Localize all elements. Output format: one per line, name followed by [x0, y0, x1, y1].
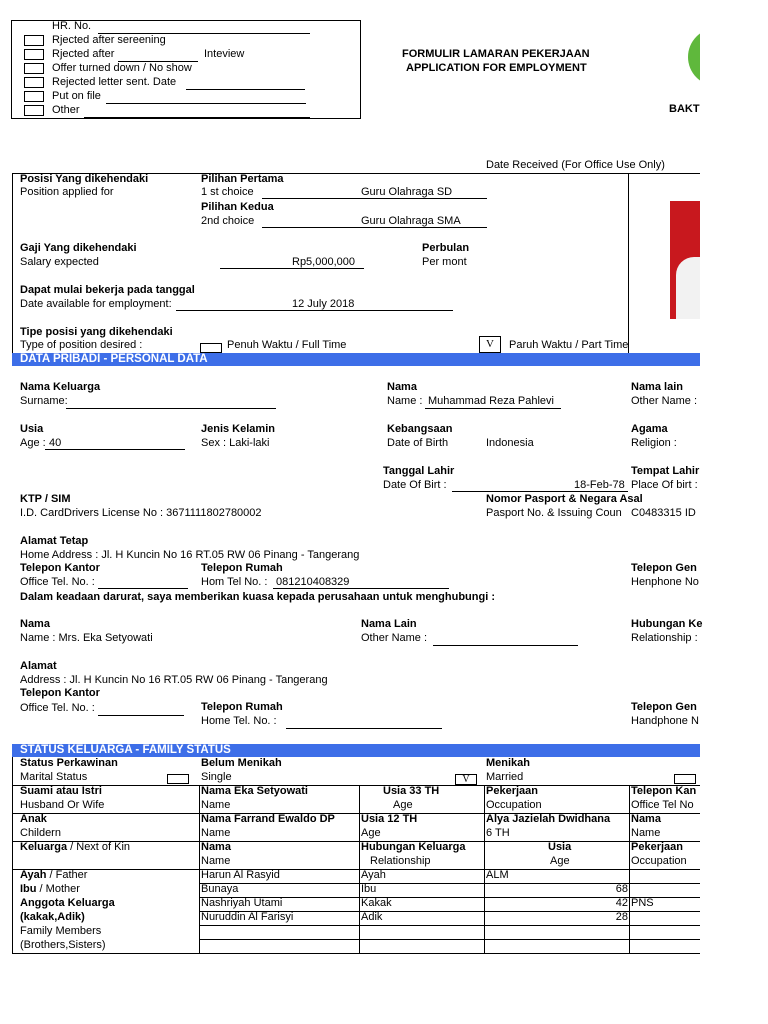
checkbox-offer-turned-down[interactable]	[24, 63, 44, 74]
spouse-job-label-id: Pekerjaan	[486, 785, 538, 797]
other-name-label-en: Other Name :	[631, 395, 698, 407]
position-box-left	[12, 173, 13, 353]
checkbox-full-time[interactable]	[200, 343, 222, 353]
per-month-label-id: Perbulan	[422, 242, 470, 254]
form-title-id: FORMULIR LAMARAN PEKERJAAN	[402, 48, 590, 60]
second-choice-line	[262, 227, 487, 228]
office-item-label: Rjected after	[52, 48, 115, 60]
kin-row-age[interactable]: 42	[615, 897, 628, 909]
kin-row-name[interactable]: Harun Al Rasyid	[201, 869, 280, 881]
age-line	[45, 449, 185, 450]
checkbox-rejected-screening[interactable]	[24, 35, 44, 46]
office-tel-field[interactable]	[98, 588, 188, 589]
age-label-en: Age :	[20, 437, 46, 449]
position-type-label-id: Tipe posisi yang dikehendaki	[20, 326, 173, 338]
marital-label-id: Status Perkawinan	[20, 757, 118, 769]
kin-row-name[interactable]: Nashriyah Utami	[201, 897, 283, 909]
salary-value[interactable]: Rp5,000,000	[292, 256, 355, 268]
emergency-home-tel-label-en: Home Tel. No. :	[201, 715, 277, 727]
children-label-en: Childern	[20, 827, 61, 839]
spouse-label-en: Husband Or Wife	[20, 799, 105, 811]
position-label-id: Posisi Yang dikehendaki	[20, 173, 149, 185]
mother-label-id: Ibu	[20, 883, 37, 895]
office-item-label: Put on file	[52, 90, 101, 102]
emergency-other-label-id: Nama Lain	[361, 618, 417, 630]
emergency-name-value[interactable]: Name : Mrs. Eka Setyowati	[20, 632, 153, 644]
single-label-en: Single	[201, 771, 232, 783]
office-item-label: Other	[52, 104, 80, 116]
kin-row-relation[interactable]: Ibu	[361, 883, 377, 895]
other-line	[84, 117, 310, 118]
spouse-age[interactable]: Usia 33 TH	[383, 785, 440, 797]
pob-label-id: Tempat Lahir	[631, 465, 700, 477]
first-choice-value[interactable]: Guru Olahraga SD	[361, 186, 453, 198]
grid-h-9	[199, 939, 700, 940]
first-choice-label-en: 1 st choice	[201, 186, 254, 198]
kin-row-relation[interactable]: Kakak	[361, 897, 392, 909]
name-label-en: Name :	[387, 395, 423, 407]
father-label	[20, 869, 87, 881]
emergency-office-tel-label-id: Telepon Kantor	[20, 687, 100, 699]
emergency-relation-label-en: Relationship :	[631, 632, 698, 644]
spouse-name[interactable]: Nama Eka Setyowati	[201, 785, 308, 797]
siblings-label-en-2: (Brothers,Sisters)	[20, 939, 106, 951]
mobile-label-en: Henphone No	[631, 576, 699, 588]
family-status-header: STATUS KELUARGA - FAMILY STATUS	[12, 744, 700, 757]
dob-value[interactable]: 18-Feb-78	[574, 479, 625, 491]
married-label-en: Married	[486, 771, 524, 783]
kin-row-age[interactable]: 68	[615, 883, 628, 895]
home-address-label-id: Alamat Tetap	[20, 535, 89, 547]
passport-label-en: Pasport No. & Issuing Coun	[486, 507, 622, 519]
emergency-mobile-label-id: Telepon Gen	[631, 701, 697, 713]
office-tel-label-id: Telepon Kantor	[20, 562, 100, 574]
home-tel-label-id: Telepon Rumah	[201, 562, 283, 574]
surname-field[interactable]	[66, 408, 276, 409]
dob-line	[452, 491, 628, 492]
kin-row-relation[interactable]: Adik	[361, 911, 383, 923]
nationality-label-en: Date of Birth	[387, 437, 449, 449]
home-address-value[interactable]: Home Address : Jl. H Kuncin No 16 RT.05 RW 06 Pinang - Tangerang	[20, 549, 360, 561]
emergency-other-field[interactable]	[433, 645, 578, 646]
emergency-office-tel-field[interactable]	[98, 715, 184, 716]
put-on-file-line	[106, 103, 306, 104]
spouse-tel-label-en: Office Tel No	[631, 799, 694, 811]
home-tel-line	[273, 588, 449, 589]
checkbox-other[interactable]	[24, 105, 44, 116]
photo-divider	[628, 173, 629, 353]
second-choice-label-id: Pilihan Kedua	[201, 201, 274, 213]
name-label-id: Nama	[387, 381, 417, 393]
kin-relation-header-id: Hubungan Keluarga	[361, 841, 466, 853]
emergency-note: Dalam keadaan darurat, saya memberikan kuasa kepada perusahaan untuk menghubungi :	[20, 591, 495, 603]
kin-row-name[interactable]: Bunaya	[201, 883, 239, 895]
spouse-job-label-en: Occupation	[486, 799, 542, 811]
child2-age[interactable]: 6 TH	[486, 827, 510, 839]
company-name: BAKT	[669, 103, 700, 115]
child3-name-label-en: Name	[631, 827, 661, 839]
sex-label-id: Jenis Kelamin	[201, 423, 275, 435]
availability-line	[176, 310, 453, 311]
salary-label-id: Gaji Yang dikehendaki	[20, 242, 137, 254]
spouse-tel-label-id: Telepon Kan	[631, 785, 697, 797]
name-value[interactable]: Muhammad Reza Pahlevi	[428, 395, 554, 407]
kin-age-header-en: Age	[550, 855, 570, 867]
kin-row-job[interactable]: PNS	[631, 897, 654, 909]
emergency-home-tel-field[interactable]	[286, 728, 442, 729]
kin-row-name[interactable]: Nuruddin Al Farisyi	[201, 911, 294, 923]
mother-label	[20, 883, 80, 895]
office-item-label: Rejected letter sent. Date	[52, 76, 177, 88]
kin-row-age[interactable]: 28	[615, 911, 628, 923]
siblings-label-id-2: (kakak,Adik)	[20, 911, 85, 923]
kin-age-header-id: Usia	[548, 841, 572, 853]
married-label-id: Menikah	[486, 757, 531, 769]
availability-label-id: Dapat mulai bekerja pada tanggal	[20, 284, 195, 296]
next-of-kin-label-id: Keluarga	[20, 841, 68, 853]
child2-name[interactable]: Alya Jazielah Dwidhana	[486, 813, 611, 825]
second-choice-label-en: 2nd choice	[201, 215, 255, 227]
grid-h-4	[12, 869, 700, 870]
next-of-kin-label	[20, 841, 130, 853]
child1-name[interactable]: Nama Farrand Ewaldo DP	[201, 813, 335, 825]
home-tel-value[interactable]: 081210408329	[276, 576, 350, 588]
children-label-id: Anak	[20, 813, 47, 825]
kin-job-header-en: Occupation	[631, 855, 687, 867]
home-tel-label-en: Hom Tel No. :	[201, 576, 268, 588]
checkbox-part-time[interactable]: V	[479, 336, 501, 353]
marital-label-en: Marital Status	[20, 771, 88, 783]
next-of-kin-label-en: / Next of Kin	[67, 841, 131, 853]
office-item-label: Rjected after sereening	[52, 34, 166, 46]
rejected-letter-line	[186, 89, 305, 90]
dob-label-id: Tanggal Lahir	[383, 465, 455, 477]
emergency-mobile-label-en: Handphone N	[631, 715, 699, 727]
child1-age[interactable]: Usia 12 TH	[361, 813, 418, 825]
part-time-label: Paruh Waktu / Part Time	[509, 339, 629, 351]
grid-h-8	[199, 925, 700, 926]
dob-label-en: Date Of Birt :	[383, 479, 447, 491]
office-item-label: Offer turned down / No show	[52, 62, 192, 74]
checkbox-married[interactable]	[674, 774, 696, 784]
age-label-id: Usia	[20, 423, 44, 435]
other-name-label-id: Nama lain	[631, 381, 683, 393]
hr-no-label: HR. No.	[52, 20, 92, 32]
surname-label-id: Nama Keluarga	[20, 381, 101, 393]
emergency-relation-label-id: Hubungan Ke	[631, 618, 703, 630]
ktp-value[interactable]: I.D. CardDrivers License No : 3671111802780002	[20, 507, 262, 519]
mobile-label-id: Telepon Gen	[631, 562, 697, 574]
siblings-label-en: Family Members	[20, 925, 102, 937]
passport-value[interactable]: C0483315 ID	[631, 507, 696, 519]
position-type-label-en: Type of position desired :	[20, 339, 143, 351]
salary-label-en: Salary expected	[20, 256, 99, 268]
spouse-label-id: Suami atau Istri	[20, 785, 102, 797]
emergency-address-label-id: Alamat	[20, 660, 57, 672]
kin-row-age[interactable]: ALM	[486, 869, 509, 881]
kin-name-header-id: Nama	[201, 841, 231, 853]
checkbox-rejected-letter[interactable]	[24, 77, 44, 88]
personal-data-header: DATA PRIBADI - PERSONAL DATA	[12, 353, 700, 366]
nationality-label-id: Kebangsaan	[387, 423, 453, 435]
checkbox-marital-blank[interactable]	[167, 774, 189, 784]
grid-v-left	[12, 757, 13, 953]
availability-label-en: Date available for employment:	[20, 298, 172, 310]
surname-label-en: Surname:	[20, 395, 68, 407]
emergency-address-value[interactable]: Address : Jl. H Kuncin No 16 RT.05 RW 06 Pinang - Tangerang	[20, 674, 328, 686]
second-choice-value[interactable]: Guru Olahraga SMA	[361, 215, 461, 227]
availability-value[interactable]: 12 July 2018	[292, 298, 355, 310]
name-line	[425, 408, 561, 409]
first-choice-line	[262, 198, 487, 199]
checkbox-put-on-file[interactable]	[24, 91, 44, 102]
spouse-age-label-en: Age	[393, 799, 413, 811]
office-item-label: Inteview	[204, 48, 245, 60]
position-label-en: Position applied for	[20, 186, 114, 198]
applicant-photo	[670, 201, 700, 319]
kin-job-header-id: Pekerjaan	[631, 841, 683, 853]
form-title-en: APPLICATION FOR EMPLOYMENT	[406, 62, 587, 74]
emergency-office-tel-label-en: Office Tel. No. :	[20, 702, 95, 714]
company-logo	[688, 28, 700, 86]
passport-label-id: Nomor Pasport & Negara Asal	[486, 493, 643, 505]
mother-label-en: / Mother	[36, 883, 80, 895]
child3-name-label-id: Nama	[631, 813, 661, 825]
siblings-label-id: Anggota Keluarga	[20, 897, 115, 909]
kin-relation-header-en: Relationship	[370, 855, 431, 867]
office-tel-label-en: Office Tel. No. :	[20, 576, 95, 588]
full-time-label: Penuh Waktu / Full Time	[227, 339, 347, 351]
emergency-other-label-en: Other Name :	[361, 632, 428, 644]
date-received-label: Date Received (For Office Use Only)	[486, 159, 665, 171]
religion-label-en: Religion :	[631, 437, 677, 449]
grid-h-1	[12, 785, 700, 786]
single-label-id: Belum Menikah	[201, 757, 282, 769]
child1-name-label-en: Name	[201, 827, 231, 839]
salary-line	[220, 268, 364, 269]
kin-row-relation[interactable]: Ayah	[361, 869, 386, 881]
father-label-en: / Father	[46, 869, 88, 881]
ktp-label-id: KTP / SIM	[20, 493, 71, 505]
kin-name-header-en: Name	[201, 855, 231, 867]
first-choice-label-id: Pilihan Pertama	[201, 173, 284, 185]
checkbox-single[interactable]: V	[455, 774, 477, 785]
emergency-name-label-id: Nama	[20, 618, 50, 630]
sex-value[interactable]: Sex : Laki-laki	[201, 437, 270, 449]
checkbox-rejected-after[interactable]	[24, 49, 44, 60]
age-value[interactable]: 40	[49, 437, 62, 449]
father-label-id: Ayah	[20, 869, 47, 881]
grid-h-bottom	[12, 953, 700, 954]
spouse-name-label-en: Name	[201, 799, 231, 811]
religion-label-id: Agama	[631, 423, 668, 435]
pob-label-en: Place Of birt :	[631, 479, 698, 491]
child1-age-label-en: Age	[361, 827, 381, 839]
nationality-value[interactable]: Indonesia	[486, 437, 534, 449]
per-month-label-en: Per mont	[422, 256, 467, 268]
emergency-home-tel-label-id: Telepon Rumah	[201, 701, 283, 713]
